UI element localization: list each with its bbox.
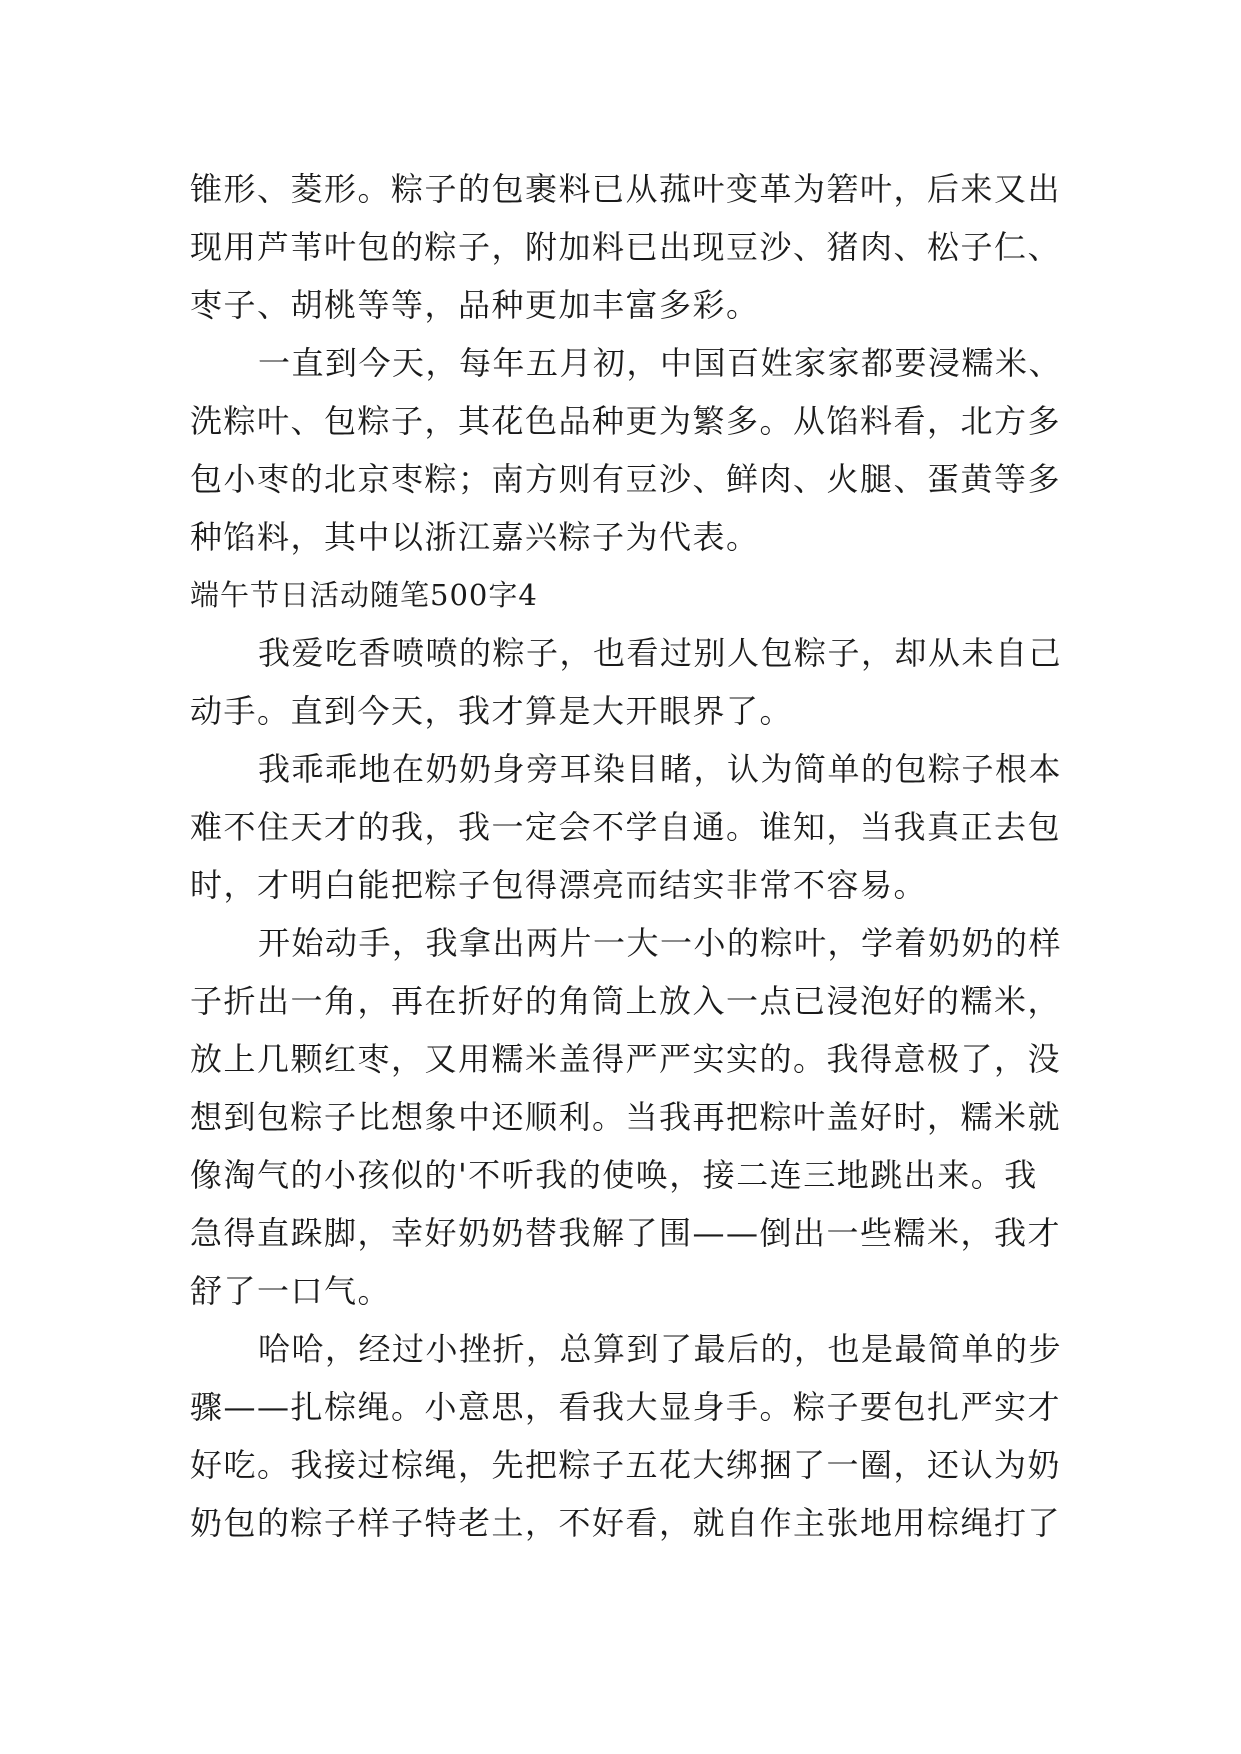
paragraph-continued: [190, 160, 1080, 334]
paragraph-2: [190, 740, 1080, 914]
text-line: 像淘气的小孩似的'不听我的使唤，接二连三地跳出来。我: [190, 1156, 1038, 1194]
text-line: 现用芦苇叶包的粽子，附加料已出现豆沙、猪肉、松子仁、: [190, 228, 1062, 266]
text-line: 骤——扎棕绳。小意思，看我大显身手。粽子要包扎严实才: [190, 1388, 1062, 1426]
paragraph-4: [190, 1320, 1080, 1552]
text-line: 急得直跺脚，幸好奶奶替我解了围——倒出一些糯米，我才: [190, 1214, 1062, 1252]
text-line: 包小枣的北京枣粽；南方则有豆沙、鲜肉、火腿、蛋黄等多: [190, 460, 1062, 498]
section-heading: 端午节日活动随笔500字4: [190, 578, 538, 612]
text-line: 子折出一角，再在折好的角筒上放入一点已浸泡好的糯米，: [190, 982, 1062, 1020]
paragraph-today: [190, 334, 1080, 566]
text-line: 舒了一口气。: [190, 1272, 392, 1310]
text-line: 种馅料，其中以浙江嘉兴粽子为代表。: [190, 518, 760, 556]
paragraph-1: [190, 624, 1080, 740]
text-line: 洗粽叶、包粽子，其花色品种更为繁多。从馅料看，北方多: [190, 402, 1062, 440]
document-body: [190, 160, 1080, 1552]
text-line: 动手。直到今天，我才算是大开眼界了。: [190, 692, 794, 730]
text-line: 枣子、胡桃等等，品种更加丰富多彩。: [190, 286, 760, 324]
text-line: 时，才明白能把粽子包得漂亮而结实非常不容易。: [190, 866, 928, 904]
text-line: 一直到今天，每年五月初，中国百姓家家都要浸糯米、: [258, 344, 1063, 382]
text-line: 想到包粽子比想象中还顺利。当我再把粽叶盖好时，糯米就: [190, 1098, 1062, 1136]
text-line: 难不住天才的我，我一定会不学自通。谁知，当我真正去包: [190, 808, 1062, 846]
text-line: 开始动手，我拿出两片一大一小的粽叶，学着奶奶的样: [258, 924, 1063, 962]
text-line: 好吃。我接过棕绳，先把粽子五花大绑捆了一圈，还认为奶: [190, 1446, 1062, 1484]
text-line: 我乖乖地在奶奶身旁耳染目睹，认为简单的包粽子根本: [258, 750, 1063, 788]
text-line: 放上几颗红枣，又用糯米盖得严严实实的。我得意极了，没: [190, 1040, 1062, 1078]
text-line: 我爱吃香喷喷的粽子，也看过别人包粽子，却从未自己: [258, 634, 1063, 672]
paragraph-3: [190, 914, 1080, 1320]
text-line: 哈哈，经过小挫折，总算到了最后的，也是最简单的步: [258, 1330, 1063, 1368]
text-line: 锥形、菱形。粽子的包裹料已从菰叶变革为箬叶，后来又出: [190, 170, 1062, 208]
text-line: 奶包的粽子样子特老土，不好看，就自作主张地用棕绳打了: [190, 1504, 1062, 1542]
